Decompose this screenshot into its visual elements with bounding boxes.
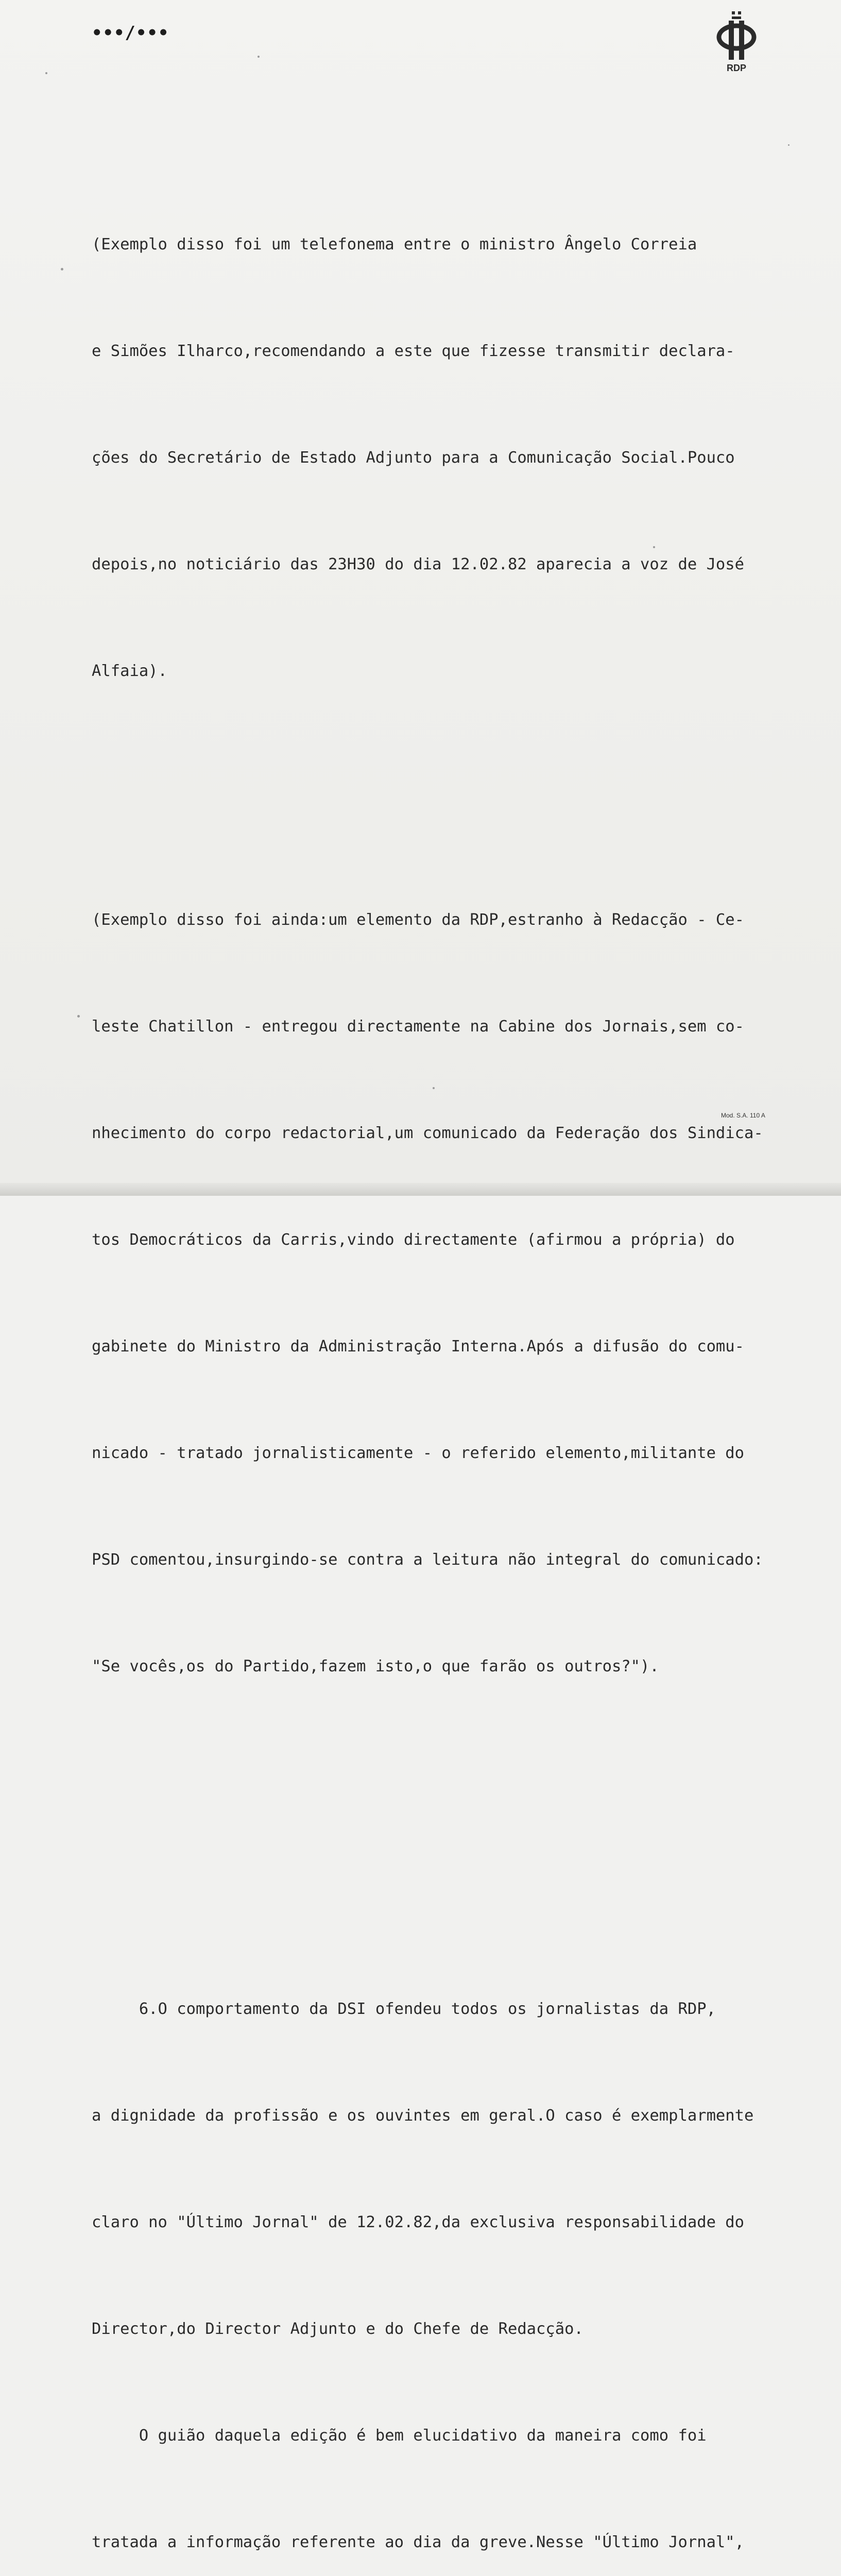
text-line: Alfaia). [92,662,167,680]
paper-speck [788,144,789,146]
paper-speck [61,268,63,270]
paragraph-example-communique [92,831,828,1755]
text-line: Director,do Director Adjunto e do Chefe de Redacção. [92,2320,583,2338]
form-code: Mod. S.A. 110 A [721,1112,765,1119]
text-line: ções do Secretário de Estado Adjunto para a Comunicação Social.Pouco [92,449,735,467]
paragraph-example-telephone-call [92,156,828,760]
text-line: gabinete do Ministro da Administração Interna.Após a difusão do comu- [92,1337,745,1355]
paper-speck [45,72,47,74]
text-line: depois,no noticiário das 23H30 do dia 12.02.82 aparecia a voz de José [92,555,745,573]
paragraph-point-six [92,1920,828,2576]
text-line: tratada a informação referente ao dia da greve.Nesse "Último Jornal", [92,2533,745,2551]
text-line: (Exemplo disso foi um telefonema entre o ministro Ângelo Correia [92,235,697,253]
paper-speck [653,546,655,548]
paper-speck [433,1087,435,1089]
rdp-logo-mark [712,10,762,74]
text-line: "Se vocês,os do Partido,fazem isto,o que farão os outros?"). [92,1657,659,1675]
paragraph-spacer [92,1826,828,1849]
paper-speck [258,56,260,58]
page-bottom-edge [0,1183,841,1196]
text-line: nhecimento do corpo redactorial,um comunicado da Federação dos Sindica- [92,1124,763,1142]
text-line: nicado - tratado jornalisticamente - o referido elemento,militante do [92,1444,745,1462]
text-line: e Simões Ilharco,recomendando a este que fizesse transmitir declara- [92,342,735,360]
text-line: PSD comentou,insurgindo-se contra a leitura não integral do comunicado: [92,1551,763,1569]
document-body [92,84,828,2576]
paper-speck [77,1015,80,1018]
text-line: (Exemplo disso foi ainda:um elemento da RDP,estranho à Redacção - Ce- [92,911,745,929]
rdp-logo-text: RDP [726,63,747,73]
text-line: 6.O comportamento da DSI ofendeu todos os jornalistas da RDP, [92,2000,716,2018]
text-line: claro no "Último Jornal" de 12.02.82,da exclusiva responsabilidade do [92,2213,745,2231]
text-line: O guião daquela edição é bem elucidativo da maneira como foi [92,2427,707,2445]
text-line: a dignidade da profissão e os ouvintes em geral.O caso é exemplarmente [92,2107,754,2125]
text-line: tos Democráticos da Carris,vindo directamente (afirmou a própria) do [92,1231,735,1249]
text-line: leste Chatillon - entregou directamente na Cabine dos Jornais,sem co- [92,1018,745,1036]
rdp-logo [712,10,762,74]
page-continuation-marker: •••/••• [92,23,169,43]
